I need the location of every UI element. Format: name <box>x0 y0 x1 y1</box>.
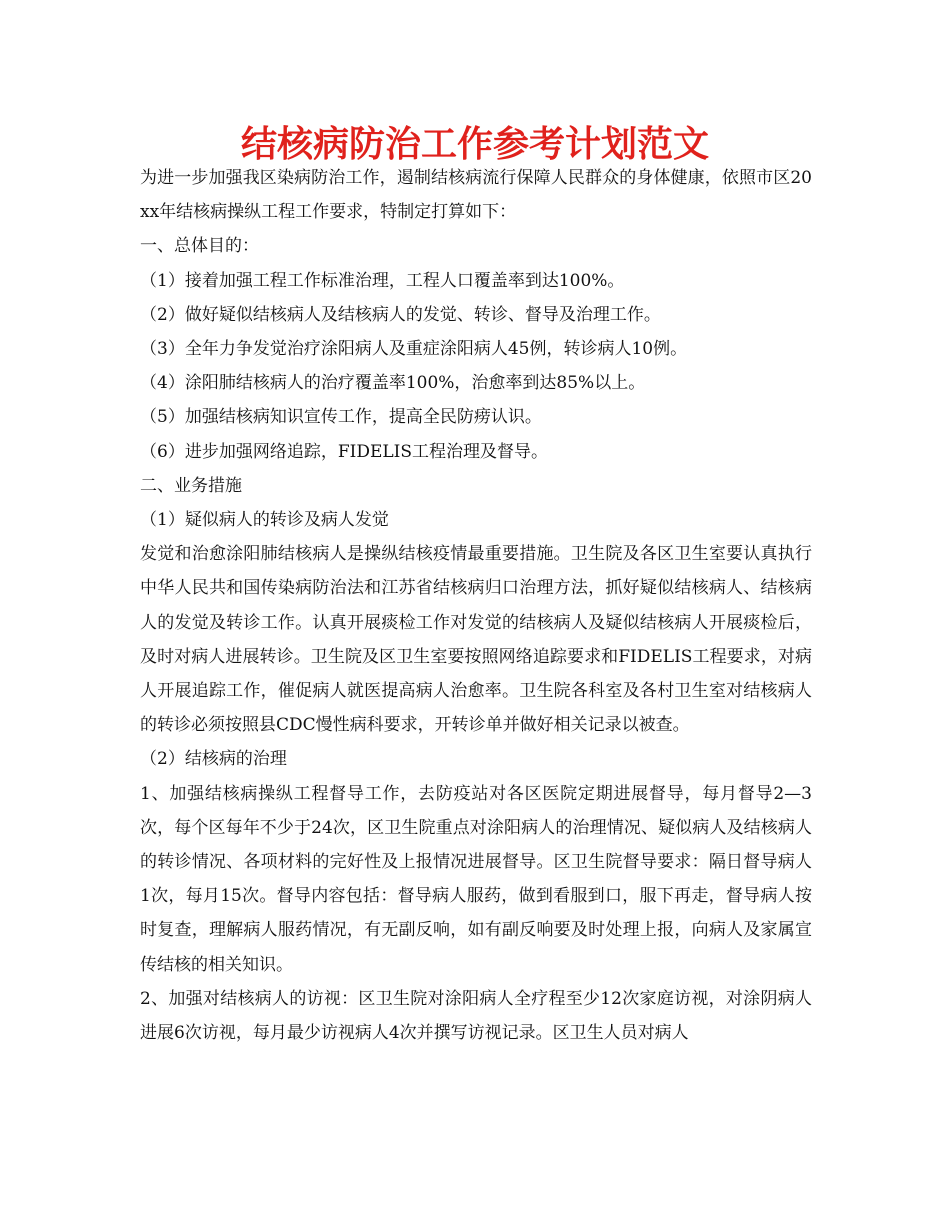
subsection-heading-management: （2）结核病的治理 <box>140 749 287 770</box>
goal-item-3: （3）全年力争发觉治疗涂阳病人及重症涂阳病人45例，转诊病人10例。 <box>140 339 688 360</box>
section-heading-overall-goals: 一、总体目的： <box>140 236 259 257</box>
section-heading-measures: 二、业务措施 <box>140 475 242 496</box>
goal-item-2: （2）做好疑似结核病人及结核病人的发觉、转诊、督导及治理工作。 <box>140 304 661 325</box>
management-paragraph-1: 1、加强结核病操纵工程督导工作，去防疫站对各区医院定期进展督导，每月督导2—3次，每个区每年不少于24次，区卫生院重点对涂阳病人的治理情况、疑似病人及结核病人的转诊情况、各项材料的完好性及上报情况进展督导。区卫生院督导要求：隔日督导病人1次，每月15次。督导内容包括：督导病人服药，做到看服到口，服下再走，督导病人按时复查，理解病人服药情况，有无副反响，如有副反响要及时处理上报，向病人及家属宣传结核的相关知识。 <box>140 783 812 975</box>
intro-paragraph: 为进一步加强我区染病防治工作，遏制结核病流行保障人民群众的身体健康，依照市区20xx年结核病操纵工程工作要求，特制定打算如下： <box>140 168 812 223</box>
goal-item-6: （6）进步加强网络追踪，FIDELIS工程治理及督导。 <box>140 441 549 462</box>
goal-item-5: （5）加强结核病知识宣传工作，提高全民防痨认识。 <box>140 407 542 428</box>
document-title: 结核病防治工作参考计划范文 <box>240 124 709 165</box>
document-body <box>140 161 812 1050</box>
management-paragraph-2: 2、加强对结核病人的访视：区卫生院对涂阳病人全疗程至少12次家庭访视，对涂阴病人进展6次访视，每月最少访视病人4次并撰写访视记录。区卫生人员对病人 <box>140 988 812 1044</box>
goal-item-1: （1）接着加强工程工作标准治理，工程人口覆盖率到达100%。 <box>140 270 625 291</box>
subsection-heading-referral: （1）疑似病人的转诊及病人发觉 <box>140 510 389 531</box>
goal-item-4: （4）涂阳肺结核病人的治疗覆盖率100%，治愈率到达85%以上。 <box>140 373 646 394</box>
referral-paragraph: 发觉和治愈涂阳肺结核病人是操纵结核疫情最重要措施。卫生院及各区卫生室要认真执行中华人民共和国传染病防治法和江苏省结核病归口治理方法，抓好疑似结核病人、结核病人的发觉及转诊工作。认真开展痰检工作对发觉的结核病人及疑似结核病人开展痰检后，及时对病人进展转诊。卫生院及区卫生室要按照网络追踪要求和FIDELIS工程要求，对病人开展追踪工作，催促病人就医提高病人治愈率。卫生院各科室及各村卫生室对结核病人的转诊必须按照县CDC慢性病科要求，开转诊单并做好相关记录以被查。 <box>140 544 812 736</box>
